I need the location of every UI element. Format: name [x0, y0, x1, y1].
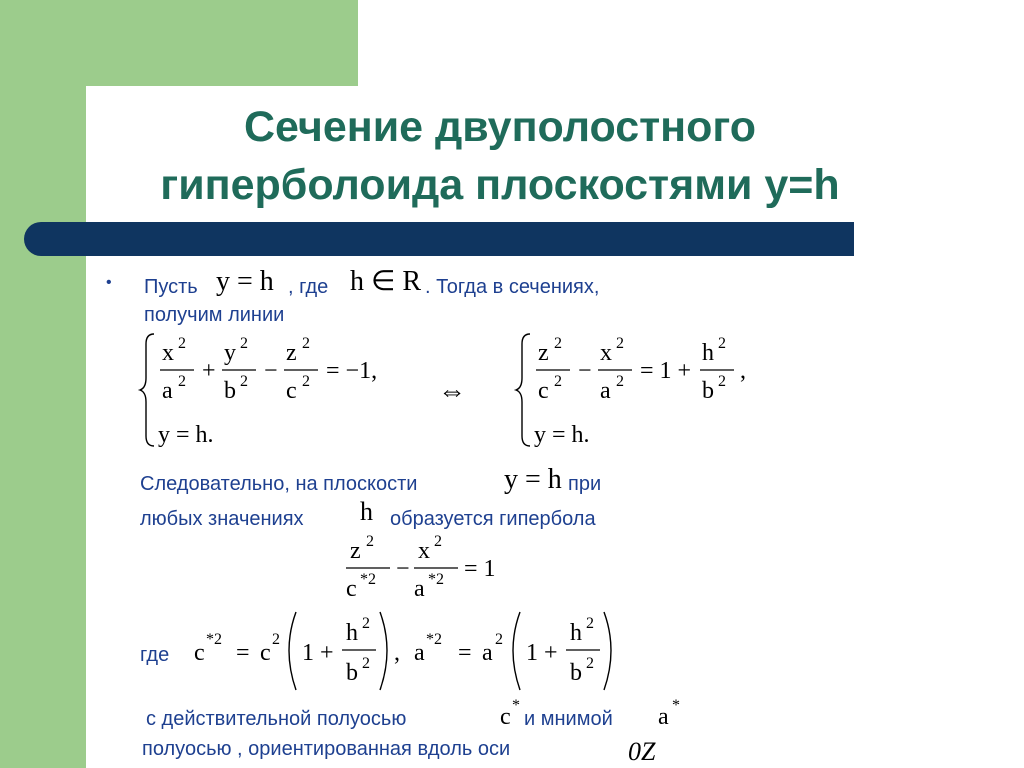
svg-text:a: a: [658, 704, 669, 730]
equivalence-sign: [434, 370, 484, 410]
svg-text:=: =: [458, 640, 472, 666]
svg-text:c: c: [260, 640, 271, 666]
math-h-in-R: [346, 260, 436, 300]
svg-text:c: c: [538, 378, 549, 404]
svg-text:1 +: 1 +: [526, 640, 558, 666]
svg-text:2: 2: [554, 335, 562, 352]
svg-text:+: +: [202, 358, 216, 384]
svg-text:*2: *2: [206, 631, 222, 648]
svg-text:c: c: [286, 378, 297, 404]
system-1: [140, 330, 400, 450]
decor-green-top: [0, 0, 358, 86]
svg-text:2: 2: [586, 655, 594, 672]
svg-text:b: b: [570, 660, 582, 686]
math-y-eq-h: [212, 260, 292, 300]
svg-text:*2: *2: [428, 571, 444, 588]
svg-text:−: −: [264, 358, 278, 384]
semiaxes-formulas: [190, 606, 630, 696]
svg-text:y = h.: y = h.: [158, 422, 214, 448]
text-axis-oriented: полуосью , ориентированная вдоль оси: [142, 738, 511, 760]
svg-text:2: 2: [366, 533, 374, 550]
svg-text:a: a: [414, 576, 425, 602]
text-get-lines: получим линии: [144, 304, 285, 326]
svg-text:*: *: [512, 697, 520, 714]
svg-text:*2: *2: [360, 571, 376, 588]
svg-text:h ∈ R: h ∈ R: [350, 266, 422, 297]
text-let: Пусть: [144, 276, 198, 298]
svg-text:h: h: [702, 340, 714, 366]
svg-text:y = h: y = h: [504, 464, 562, 495]
svg-text:2: 2: [302, 335, 310, 352]
svg-text:y = h: y = h: [216, 266, 274, 297]
svg-text:2: 2: [178, 373, 186, 390]
title-line-2: гиперболоида плоскостями y=h: [160, 161, 840, 209]
text-where: , где: [288, 276, 329, 298]
svg-text:2: 2: [434, 533, 442, 550]
svg-text:2: 2: [240, 335, 248, 352]
slide-title: [120, 98, 880, 214]
text-where-2: где: [140, 644, 170, 666]
svg-text:2: 2: [586, 615, 594, 632]
svg-text:a: a: [414, 640, 425, 666]
svg-text:y: y: [224, 340, 236, 366]
svg-text:2: 2: [495, 631, 503, 648]
svg-text:= 1: = 1: [464, 556, 496, 582]
svg-text:=: =: [236, 640, 250, 666]
svg-text:c: c: [500, 704, 511, 730]
svg-text:2: 2: [616, 335, 624, 352]
svg-text:a: a: [600, 378, 611, 404]
bullet-marker: •: [106, 274, 112, 291]
svg-text:b: b: [224, 378, 236, 404]
svg-text:h: h: [346, 620, 358, 646]
math-c-star: [496, 696, 526, 732]
svg-text:2: 2: [718, 335, 726, 352]
svg-text:⇔: ⇔: [438, 376, 466, 407]
text-consequently: Следовательно, на плоскости: [140, 473, 418, 495]
svg-text:h: h: [570, 620, 582, 646]
text-real-semiaxis: с действительной полуосью: [146, 708, 407, 730]
svg-text:1 +: 1 +: [302, 640, 334, 666]
svg-text:z: z: [286, 340, 297, 366]
svg-text:2: 2: [362, 655, 370, 672]
svg-text:z: z: [350, 538, 361, 564]
svg-text:h: h: [360, 497, 373, 526]
decor-green-left: [0, 0, 86, 768]
svg-text:−: −: [396, 556, 410, 582]
svg-text:,: ,: [394, 640, 400, 666]
math-h: [356, 492, 386, 528]
svg-text:2: 2: [272, 631, 280, 648]
svg-text:a: a: [162, 378, 173, 404]
svg-text:= 1 +: = 1 +: [640, 358, 692, 384]
svg-text:2: 2: [240, 373, 248, 390]
text-any-values: любых значениях: [140, 508, 304, 530]
text-and-imaginary: и мнимой: [524, 708, 613, 730]
svg-text:x: x: [162, 340, 174, 366]
svg-text:z: z: [538, 340, 549, 366]
svg-text:c: c: [194, 640, 205, 666]
svg-text:2: 2: [554, 373, 562, 390]
svg-text:b: b: [702, 378, 714, 404]
svg-text:2: 2: [616, 373, 624, 390]
hyperbola-equation: [342, 528, 522, 608]
text-forms-hyperbola: образуется гипербола: [390, 508, 596, 530]
svg-text:2: 2: [718, 373, 726, 390]
svg-text:*2: *2: [426, 631, 442, 648]
svg-text:−: −: [578, 358, 592, 384]
math-a-star: [654, 694, 694, 732]
text-at: при: [568, 473, 602, 495]
svg-text:= −1,: = −1,: [326, 358, 378, 384]
svg-text:0Z: 0Z: [628, 737, 656, 766]
system-2: [516, 330, 776, 450]
svg-text:*: *: [672, 697, 680, 714]
svg-text:2: 2: [302, 373, 310, 390]
math-axis-0Z: [624, 730, 674, 768]
title-line-1: Сечение двуполостного: [243, 103, 757, 151]
svg-text:a: a: [482, 640, 493, 666]
title-underline-bar: [24, 222, 854, 256]
svg-text:c: c: [346, 576, 357, 602]
svg-text:x: x: [418, 538, 430, 564]
svg-text:x: x: [600, 340, 612, 366]
svg-text:,: ,: [740, 358, 746, 384]
text-then: . Тогда в сечениях,: [425, 276, 600, 298]
svg-text:y = h.: y = h.: [534, 422, 590, 448]
svg-text:b: b: [346, 660, 358, 686]
svg-text:2: 2: [362, 615, 370, 632]
svg-text:2: 2: [178, 335, 186, 352]
